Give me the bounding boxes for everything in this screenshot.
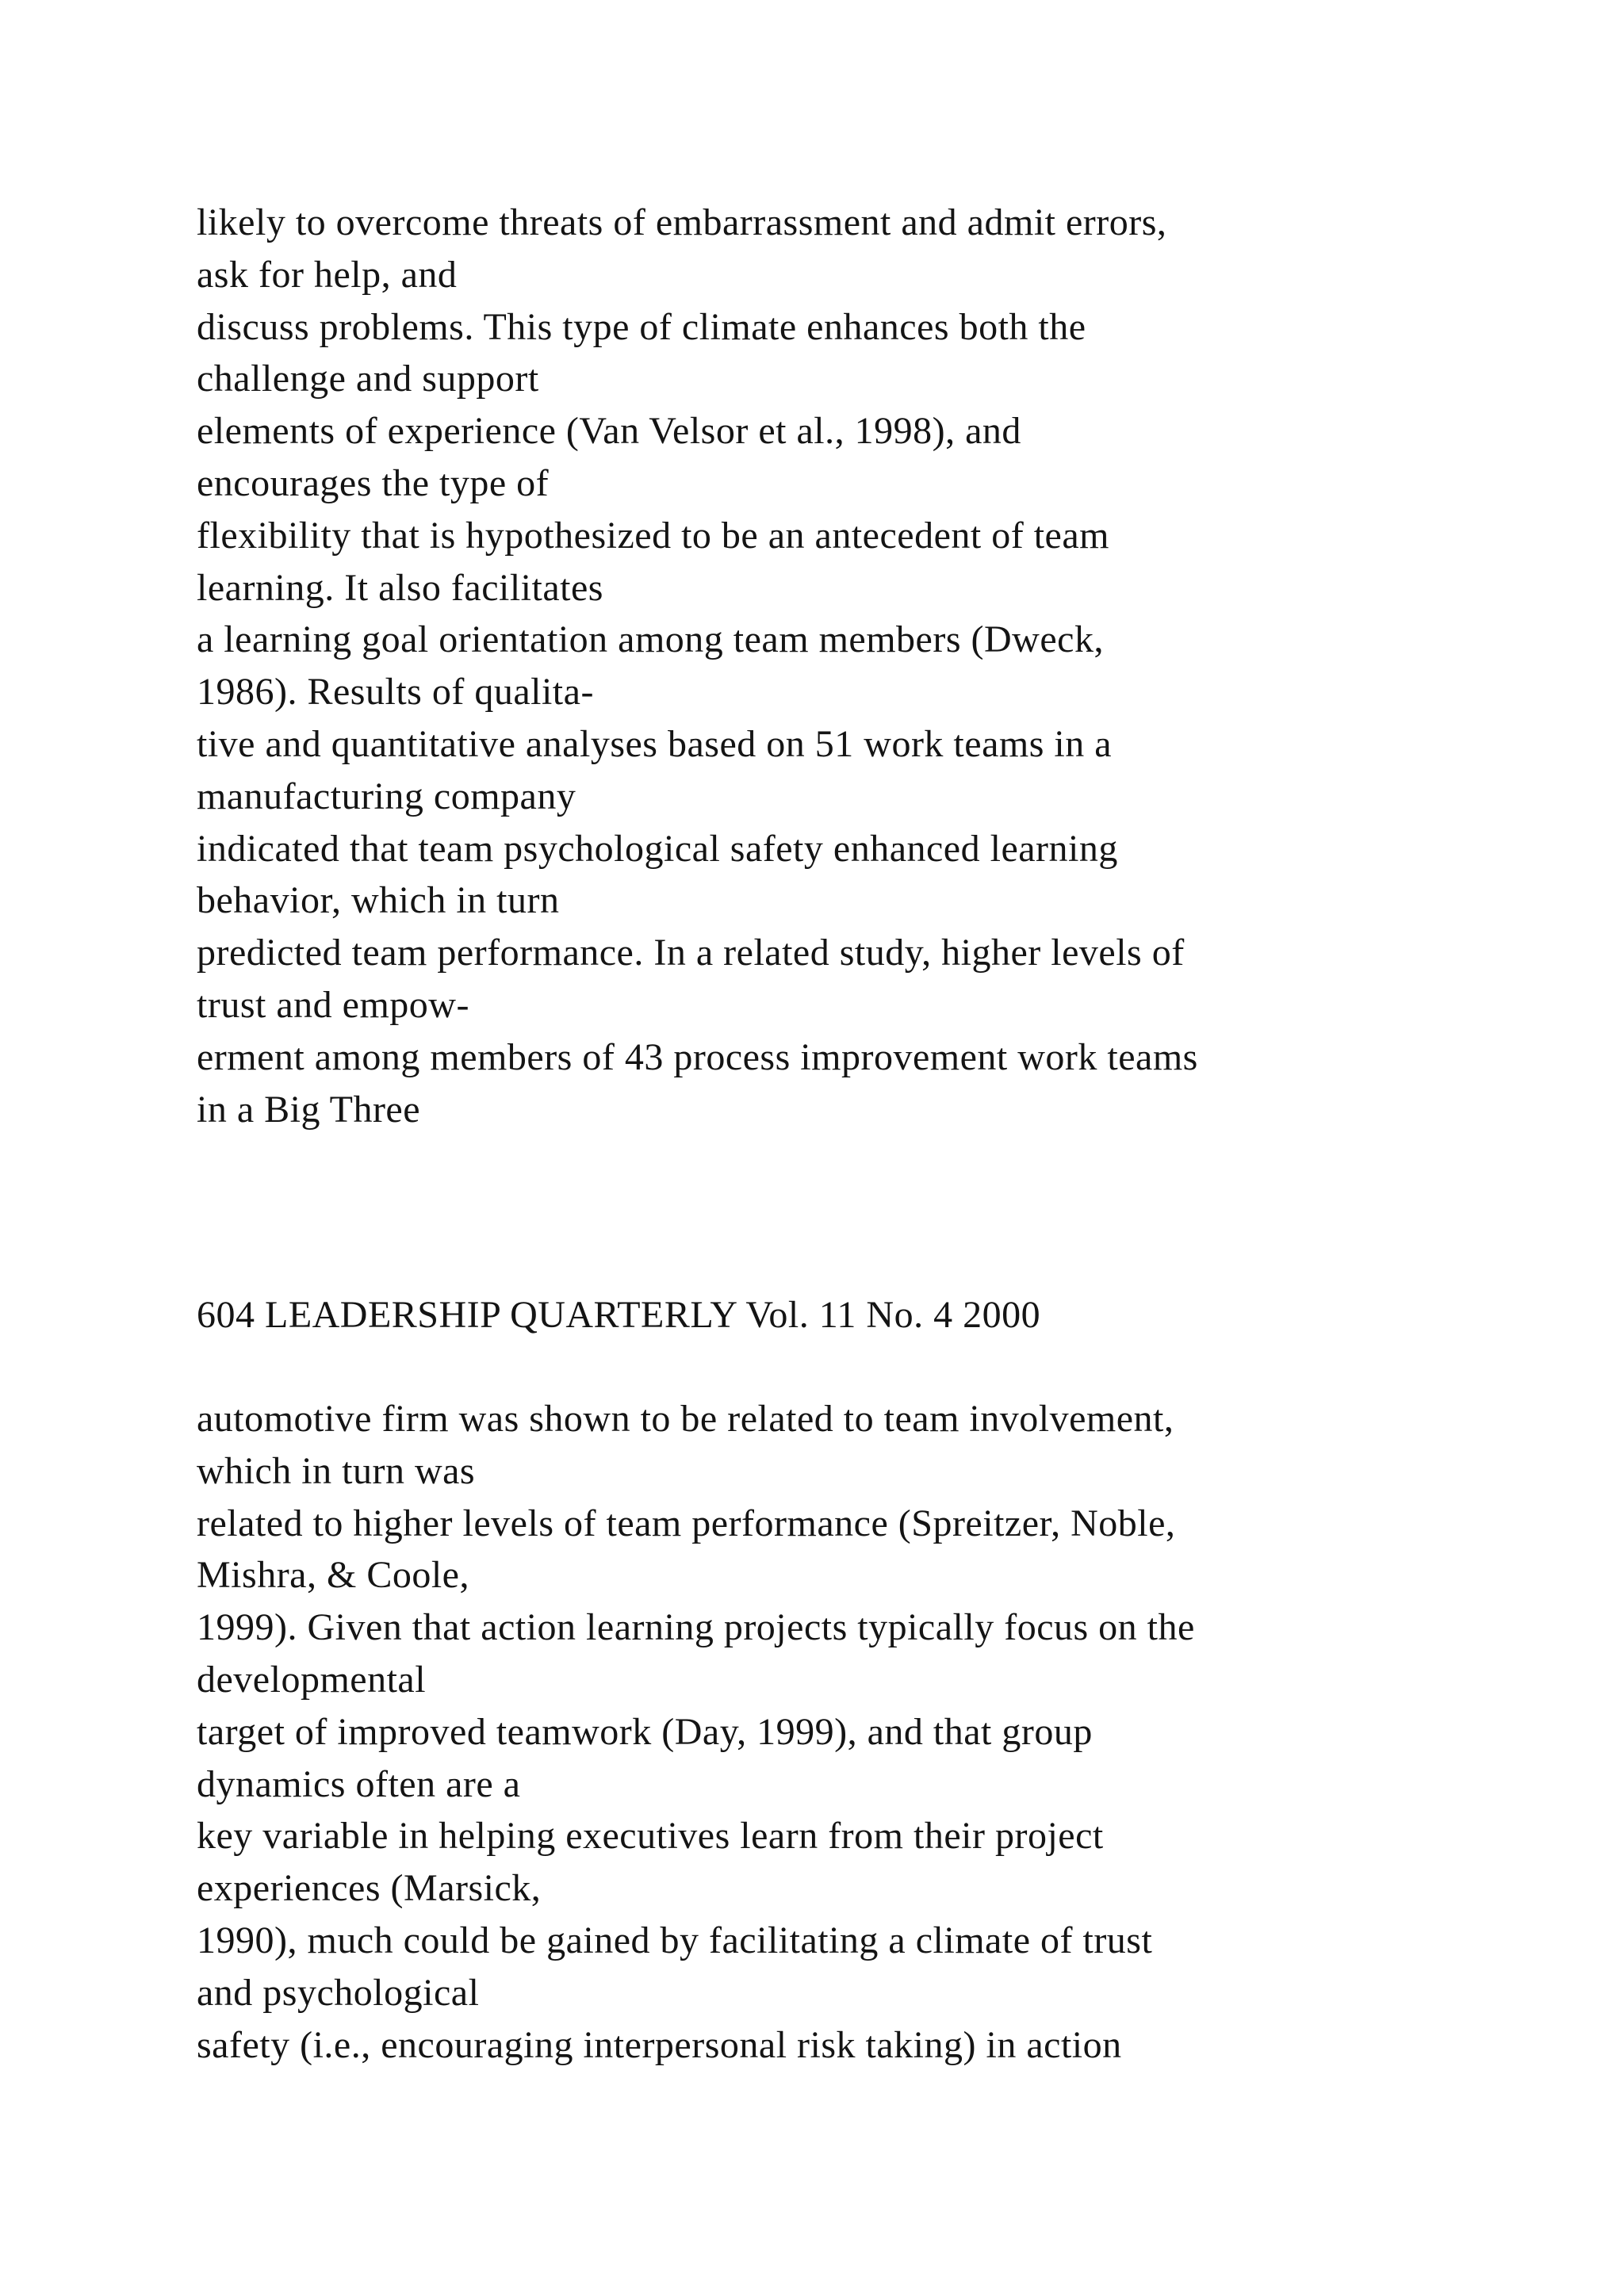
text-line: and psychological <box>197 1971 480 2014</box>
text-line: 1986). Results of qualita- <box>197 671 594 714</box>
text-line: flexibility that is hypothesized to be an antecedent of team <box>197 514 1109 557</box>
text-line: manufacturing company <box>197 775 576 817</box>
text-line: automotive firm was shown to be related to team involvement, <box>197 1398 1174 1440</box>
text-line: trust and empow- <box>197 983 469 1026</box>
running-header <box>197 1289 1465 1341</box>
text-line: ask for help, and <box>197 253 458 296</box>
text-line: predicted team performance. In a related study, higher levels of <box>197 932 1185 974</box>
text-line: learning. It also facilitates <box>197 566 603 609</box>
text-line: key variable in helping executives learn from their project <box>197 1815 1104 1858</box>
text-line: behavior, which in turn <box>197 879 560 922</box>
running-header-text: 604 LEADERSHIP QUARTERLY Vol. 11 No. 4 2000 <box>197 1294 1041 1336</box>
text-line: erment among members of 43 process improvement work teams <box>197 1035 1198 1078</box>
text-line: 1999). Given that action learning projects typically focus on the <box>197 1606 1195 1649</box>
text-line: tive and quantitative analyses based on 51 work teams in a <box>197 722 1113 765</box>
text-line: target of improved teamwork (Day, 1999), and that group <box>197 1710 1093 1753</box>
text-line: challenge and support <box>197 358 539 400</box>
text-line: indicated that team psychological safety enhanced learning <box>197 827 1118 870</box>
text-line: which in turn was <box>197 1449 476 1492</box>
text-line: Mishra, & Coole, <box>197 1554 469 1597</box>
text-line: safety (i.e., encouraging interpersonal risk taking) in action <box>197 2023 1122 2066</box>
text-line: dynamics often are a <box>197 1762 521 1805</box>
text-line: encourages the type of <box>197 461 550 504</box>
text-line: 1990), much could be gained by facilitating a climate of trust <box>197 1919 1153 1961</box>
text-line: in a Big Three <box>197 1088 421 1131</box>
text-line: related to higher levels of team performance (Spreitzer, Noble, <box>197 1502 1176 1544</box>
body-text-bottom <box>197 1393 1465 2071</box>
text-line: likely to overcome threats of embarrassment and admit errors, <box>197 201 1167 243</box>
text-line: discuss problems. This type of climate enhances both the <box>197 305 1086 348</box>
text-line: experiences (Marsick, <box>197 1867 542 1910</box>
text-line: elements of experience (Van Velsor et al., 1998), and <box>197 410 1021 453</box>
text-line: a learning goal orientation among team members (Dweck, <box>197 618 1104 661</box>
body-text-top <box>197 197 1465 1135</box>
text-line: developmental <box>197 1658 427 1701</box>
